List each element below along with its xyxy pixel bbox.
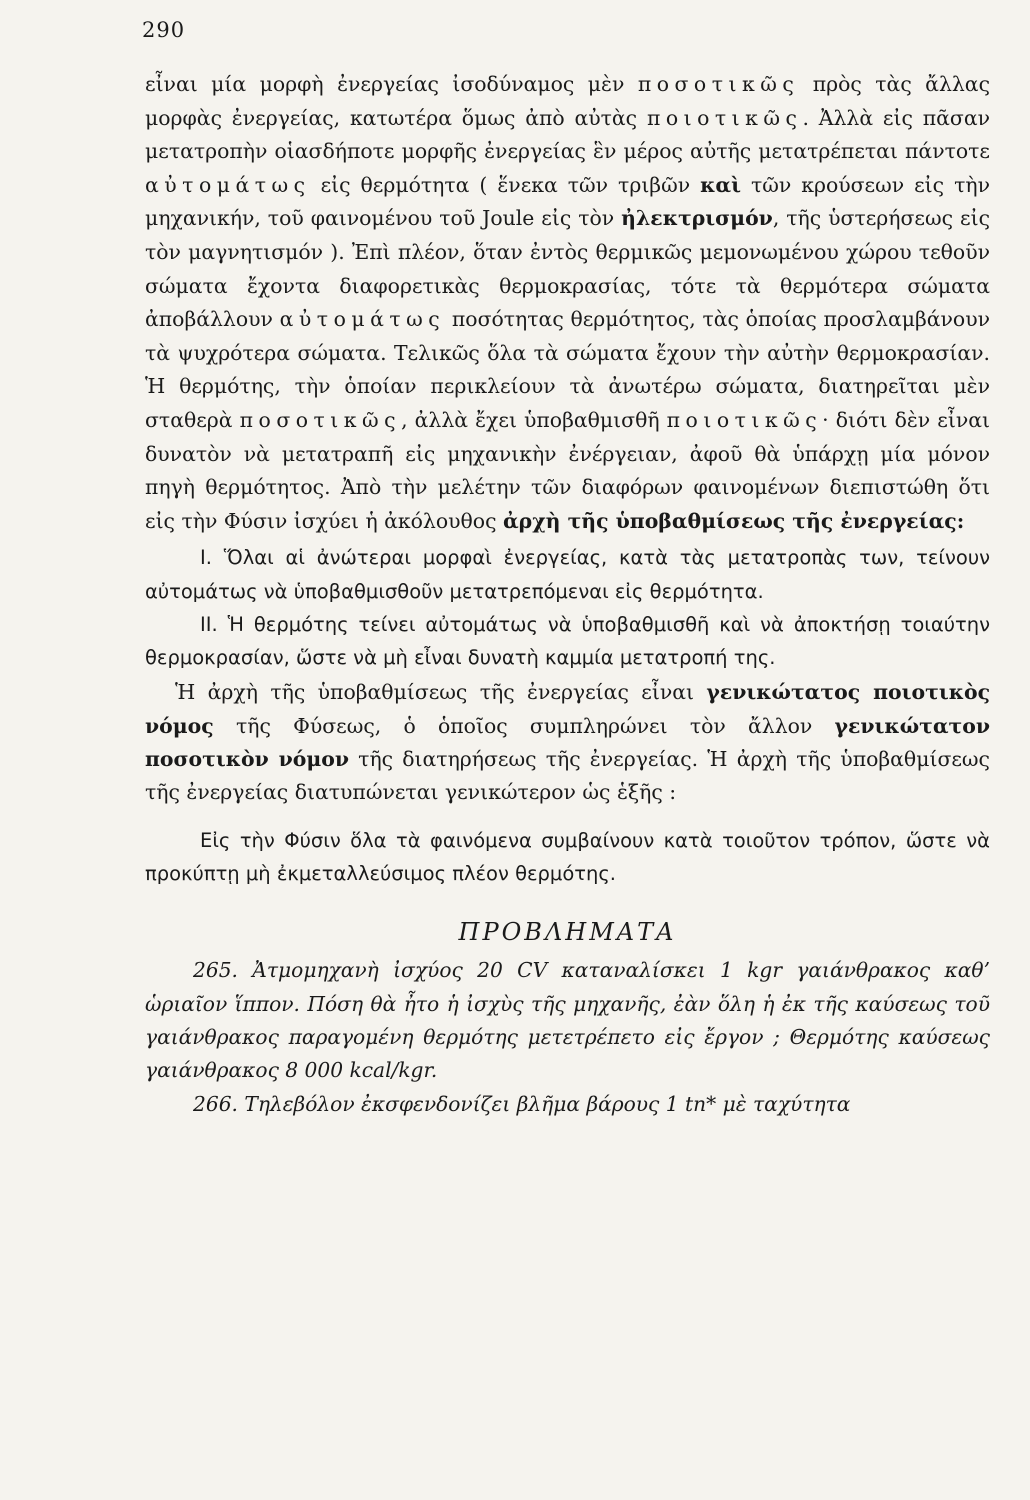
text-span: τῶν κρούσεων εἰς τὴν μηχανικήν, τοῦ φαινομένου τοῦ Joule εἰς τὸν [145, 172, 990, 231]
paragraph-law [145, 676, 990, 810]
bold-term: γενικώτατον ποσοτικὸν νόμον [145, 713, 990, 771]
text-span: ποσότητας θερμότητος, τὰς ὁποίας προσλαμβάνουν τὰ ψυχρότερα σώματα. Τελικῶς ὅλα τὰ σώματα ἔχουν τὴν αὐτὴν θερμοκρασίαν. Ἡ θερμότης, τὴν ὁποίαν περικλείουν τὰ ἀνωτέρω σώματα, διατηρεῖται μὲν σταθερὰ [145, 307, 991, 432]
principle-name: ἀρχὴ τῆς ὑποβαθμίσεως τῆς ἐνεργείας [502, 508, 957, 533]
text-span: : [956, 508, 965, 533]
text-span: πρὸς τὰς ἄλλας μορφὰς ἐνεργείας, κατωτέρα ὅμως ἀπὸ αὐτὰς [145, 72, 990, 130]
spaced-word: αὐτομάτως [145, 172, 311, 197]
text-span: εἶναι μία μορφὴ ἐνεργείας ἰσοδύναμος μὲν [145, 72, 638, 96]
spaced-word: ποιοτικῶς [666, 407, 823, 432]
text-span: Ἡ ἀρχὴ τῆς ὑποβαθμίσεως τῆς ἐνεργείας εἶναι [175, 680, 707, 705]
principle-2: II. Ἡ θερμότης τείνει αὐτομάτως νὰ ὑποβαθμισθῆ καὶ νὰ ἀποκτήσῃ τοιαύτην θερμοκρασίαν, ὥστε νὰ μὴ εἶναι δυνατὴ καμμία μετατροπή της. [145, 612, 990, 669]
principle-1: I. Ὅλαι αἱ ἀνώτεραι μορφαὶ ἐνεργείας, κατὰ τὰς μετατροπὰς των, τείνουν αὐτομάτως νὰ ὑποβαθμισθοῦν μετατρεπόμεναι εἰς θερμότητα. [145, 546, 990, 603]
page-number: 290 [142, 18, 186, 42]
bold-word: καὶ [700, 172, 741, 197]
text-span: τῆς διατηρήσεως τῆς ἐνεργείας. Ἡ ἀρχὴ τῆς ὑποβαθμίσεως τῆς ἐνεργείας διατυπώνεται γενικώτερον ὡς ἑξῆς : [145, 746, 990, 805]
bold-term: γενικώτατος ποιοτικὸς νόμος [145, 680, 990, 738]
spaced-word: ποιοτικῶς [646, 105, 803, 130]
spaced-word: ποσοτικῶς [637, 72, 800, 96]
problem-265: 265. Ἀτμομηχανὴ ἰσχύος 20 CV καταναλίσκει 1 kgr γαιάνθρακος καθ’ ὡριαῖον ἵππον. Πόση θὰ ἦτο ἡ ἰσχὺς τῆς μηχανῆς, ἐὰν ὅλη ἡ ἐκ τῆς καύσεως τοῦ γαιάνθρακος παραγομένη θερμότης μετετρέπετο εἰς ἔργον ; Θερμότης καύσεως γαιάνθρακος 8 000 kcal/kgr. [145, 958, 990, 1083]
text-span: · διότι δὲν εἶναι δυνατὸν νὰ μετατραπῆ εἰς μηχανικὴν ἐνέργειαν, ἀφοῦ θὰ ὑπάρχῃ μία μόνον πηγὴ θερμότητος. Ἀπὸ τὴν μελέτην τῶν διαφόρων φαινομένων διεπιστώθη ὅτι εἰς τὴν Φύσιν ἰσχύει ἡ ἀκόλουθος [145, 407, 990, 533]
spaced-word: αὐτομάτως [279, 307, 446, 332]
bold-word: ἠλεκτρισμόν [621, 206, 773, 231]
text-span: εἰς θερμότητα ( ἕνεκα τῶν τριβῶν [310, 172, 701, 197]
text-span: τῆς Φύσεως, ὁ ὁποῖος συμπληρώνει τὸν ἄλλον [213, 713, 835, 738]
principle-statement: Εἰς τὴν Φύσιν ὅλα τὰ φαινόμενα συμβαίνουν κατὰ τοιοῦτον τρόπον, ὥστε νὰ προκύπτῃ μὴ ἐκμεταλλεύσιμος πλέον θερμότης. [145, 828, 990, 885]
paragraph-intro [145, 68, 990, 538]
spaced-word: ποσοτικῶς [239, 407, 402, 432]
text-span: . Ἀλλὰ εἰς πᾶσαν μετατροπὴν οἱασδήποτε μορφῆς ἐνεργείας ἓν μέρος αὐτῆς μετατρέπεται πάντοτε [145, 105, 990, 164]
problems-heading: ΠΡΟΒΛΗΜΑΤΑ [458, 918, 677, 947]
body-text [145, 68, 990, 1121]
text-span: , τῆς ὑστερήσεως εἰς τὸν μαγνητισμόν ). Ἐπὶ πλέον, ὅταν ἐντὸς θερμικῶς μεμονωμένου χώρου τεθοῦν σώματα ἔχοντα διαφορετικὰς θερμοκρασίας, τότε τὰ θερμότερα σώματα ἀποβάλλουν [145, 206, 990, 332]
problem-266: 266. Τηλεβόλον ἐκσφενδονίζει βλῆμα βάρους 1 tn* μὲ ταχύτητα [193, 1091, 851, 1116]
text-span: , ἀλλὰ ἔχει ὑποβαθμισθῆ [401, 407, 667, 432]
